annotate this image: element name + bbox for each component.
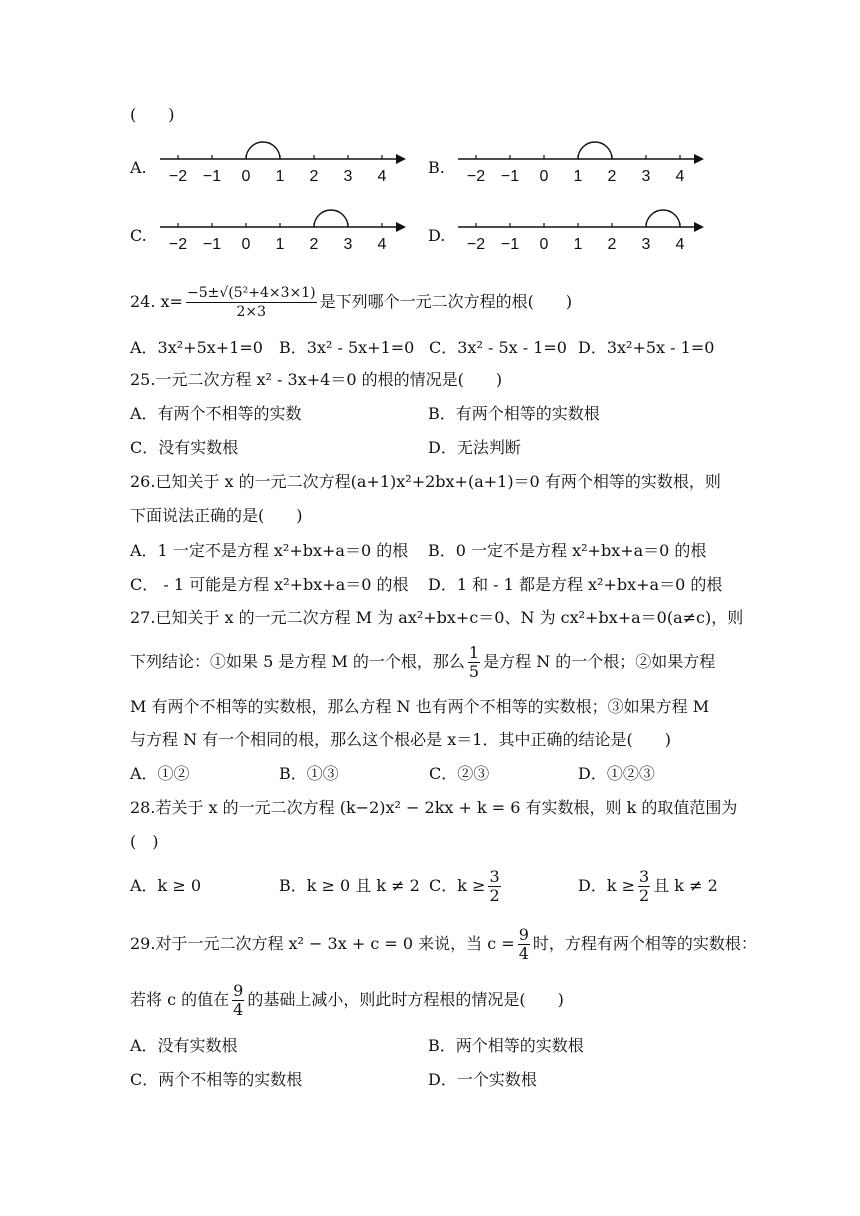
q28-option-c-text: C．k ≥ <box>429 876 486 895</box>
q25-option-a: A．有两个不相等的实数 <box>130 404 302 423</box>
tick-label: 1 <box>275 168 285 185</box>
question-27-line2 <box>130 642 715 682</box>
solution-arc <box>314 210 348 227</box>
q28-option-c <box>429 866 504 906</box>
q24-prefix: 24. x= <box>130 292 183 311</box>
q29-line2-part2: 的基础上减小，则此时方程根的情况是( ) <box>247 990 564 1009</box>
q29-frac-numerator: 9 <box>518 925 529 944</box>
q29-line1-part2: 时，方程有两个相等的实数根： <box>532 934 757 953</box>
tick-label: 0 <box>241 236 251 253</box>
q28-option-d-denominator: 2 <box>639 886 650 905</box>
tick-label: −1 <box>202 236 222 253</box>
q26-option-d: D．1 和 - 1 都是方程 x²+bx+a＝0 的根 <box>428 575 723 594</box>
question-27-line4: 与方程 N 有一个相同的根，那么这个根必是 x＝1．其中正确的结论是( ) <box>130 730 671 749</box>
question-25: 25.一元二次方程 x² - 3x+4＝0 的根的情况是( ) <box>130 370 503 389</box>
q25-option-b: B．有两个相等的实数根 <box>428 404 600 423</box>
arrow-head-icon <box>396 154 406 164</box>
q28-option-d-numerator: 3 <box>639 867 650 886</box>
number-line-svg <box>150 135 410 191</box>
question-26-line1: 26.已知关于 x 的一元二次方程(a+1)x²+2bx+(a+1)＝0 有两个相等的实数根，则 <box>130 472 721 491</box>
question-27-line1: 27.已知关于 x 的一元二次方程 M 为 ax²+bx+c＝0、N 为 cx²+bx+a＝0(a≠c)，则 <box>130 608 744 627</box>
q29-option-b: B．两个相等的实数根 <box>428 1036 584 1055</box>
arrow-head-icon <box>396 222 406 232</box>
option-label-b: B. <box>428 158 445 177</box>
q28-option-a: A．k ≥ 0 <box>130 876 202 895</box>
question-29-line2 <box>130 980 564 1020</box>
q29-option-a: A．没有实数根 <box>130 1036 238 1055</box>
tick-label: 0 <box>241 168 251 185</box>
q24-suffix: 是下列哪个一元二次方程的根( ) <box>319 292 573 311</box>
number-line-c <box>150 203 410 259</box>
tick-label: 0 <box>539 168 549 185</box>
q29-option-c: C．两个不相等的实数根 <box>130 1070 303 1089</box>
number-line-svg <box>150 203 410 259</box>
q28-option-d-text: D．k ≥ <box>578 876 636 895</box>
q27-frac-numerator: 1 <box>468 643 480 662</box>
solution-arc <box>646 210 680 227</box>
tick-label: −2 <box>168 236 188 253</box>
q26-option-b: B．0 一定不是方程 x²+bx+a＝0 的根 <box>428 541 707 560</box>
number-line-svg <box>448 135 708 191</box>
q29-line2-part1: 若将 c 的值在 <box>130 990 230 1009</box>
question-28-line1: 28.若关于 x 的一元二次方程 (k−2)x² − 2kx + k = 6 有实数根，则 k 的取值范围为 <box>130 798 738 817</box>
tick-label: 4 <box>377 168 387 185</box>
q29-frac2-denominator: 4 <box>233 1000 244 1019</box>
q28-option-d-suffix: 且 k ≠ 2 <box>653 876 718 895</box>
q28-option-d <box>578 866 718 906</box>
question-28-line2: ( ) <box>130 832 159 851</box>
tick-label: 2 <box>309 168 319 185</box>
number-line-d <box>448 203 708 259</box>
q28-option-c-denominator: 2 <box>489 886 500 905</box>
q27-line2-part1: 下列结论：①如果 5 是方程 M 的一个根，那么 <box>130 652 465 671</box>
solution-arc <box>246 142 280 159</box>
q26-option-a: A．1 一定不是方程 x²+bx+a＝0 的根 <box>130 541 409 560</box>
tick-label: −1 <box>202 168 222 185</box>
q27-option-c: C．②③ <box>429 764 490 783</box>
tick-label: −1 <box>500 168 520 185</box>
q27-line2-part2: 是方程 N 的一个根；②如果方程 <box>483 652 716 671</box>
tick-label: 4 <box>675 168 685 185</box>
q24-option-b: B．3x² - 5x+1=0 <box>279 338 415 357</box>
tick-label: 2 <box>607 168 617 185</box>
number-line-svg <box>448 203 708 259</box>
question-24 <box>130 284 572 321</box>
q26-option-c: C． - 1 可能是方程 x²+bx+a＝0 的根 <box>130 575 409 594</box>
question-29-line1 <box>130 924 757 964</box>
tick-label: 3 <box>343 236 353 253</box>
q25-option-d: D．无法判断 <box>428 438 521 457</box>
q24-option-a: A．3x²+5x+1=0 <box>130 338 263 357</box>
q24-option-c: C．3x² - 5x - 1=0 <box>429 338 567 357</box>
tick-label: 4 <box>675 236 685 253</box>
tick-label: 1 <box>573 236 583 253</box>
question-bracket: ( ) <box>130 105 175 124</box>
option-label-c: C. <box>130 226 147 245</box>
option-label-d: D. <box>428 226 446 245</box>
q24-numerator: −5±√(5²+4×3×1) <box>186 285 316 301</box>
arrow-head-icon <box>694 222 704 232</box>
tick-label: 1 <box>275 236 285 253</box>
tick-label: 3 <box>343 168 353 185</box>
question-26-line2: 下面说法正确的是( ) <box>130 506 303 525</box>
tick-label: 2 <box>309 236 319 253</box>
tick-label: 0 <box>539 236 549 253</box>
q29-option-d: D．一个实数根 <box>428 1070 537 1089</box>
q27-option-b: B．①③ <box>279 764 339 783</box>
q25-option-c: C．没有实数根 <box>130 438 239 457</box>
tick-label: 3 <box>641 168 651 185</box>
q27-option-d: D．①②③ <box>578 764 655 783</box>
q24-option-d: D．3x²+5x - 1=0 <box>578 338 715 357</box>
question-27-line3: M 有两个不相等的实数根，那么方程 N 也有两个不相等的实数根；③如果方程 M <box>130 697 710 716</box>
q29-frac2-numerator: 9 <box>233 981 244 1000</box>
tick-label: 4 <box>377 236 387 253</box>
tick-label: 2 <box>607 236 617 253</box>
solution-arc <box>578 142 612 159</box>
q29-frac-denominator: 4 <box>518 944 529 963</box>
q28-option-b: B．k ≥ 0 且 k ≠ 2 <box>279 876 420 895</box>
q29-line1-part1: 29.对于一元二次方程 x² − 3x + c = 0 来说，当 c = <box>130 934 515 953</box>
number-line-b <box>448 135 708 191</box>
tick-label: 1 <box>573 168 583 185</box>
arrow-head-icon <box>694 154 704 164</box>
tick-label: −1 <box>500 236 520 253</box>
option-label-a: A. <box>130 158 147 177</box>
q27-frac-denominator: 5 <box>468 662 480 681</box>
q24-denominator: 2×3 <box>236 304 267 320</box>
number-line-a <box>150 135 410 191</box>
tick-label: −2 <box>466 236 486 253</box>
q27-option-a: A．①② <box>130 764 190 783</box>
tick-label: −2 <box>168 168 188 185</box>
tick-label: 3 <box>641 236 651 253</box>
tick-label: −2 <box>466 168 486 185</box>
q28-option-c-numerator: 3 <box>489 867 500 886</box>
